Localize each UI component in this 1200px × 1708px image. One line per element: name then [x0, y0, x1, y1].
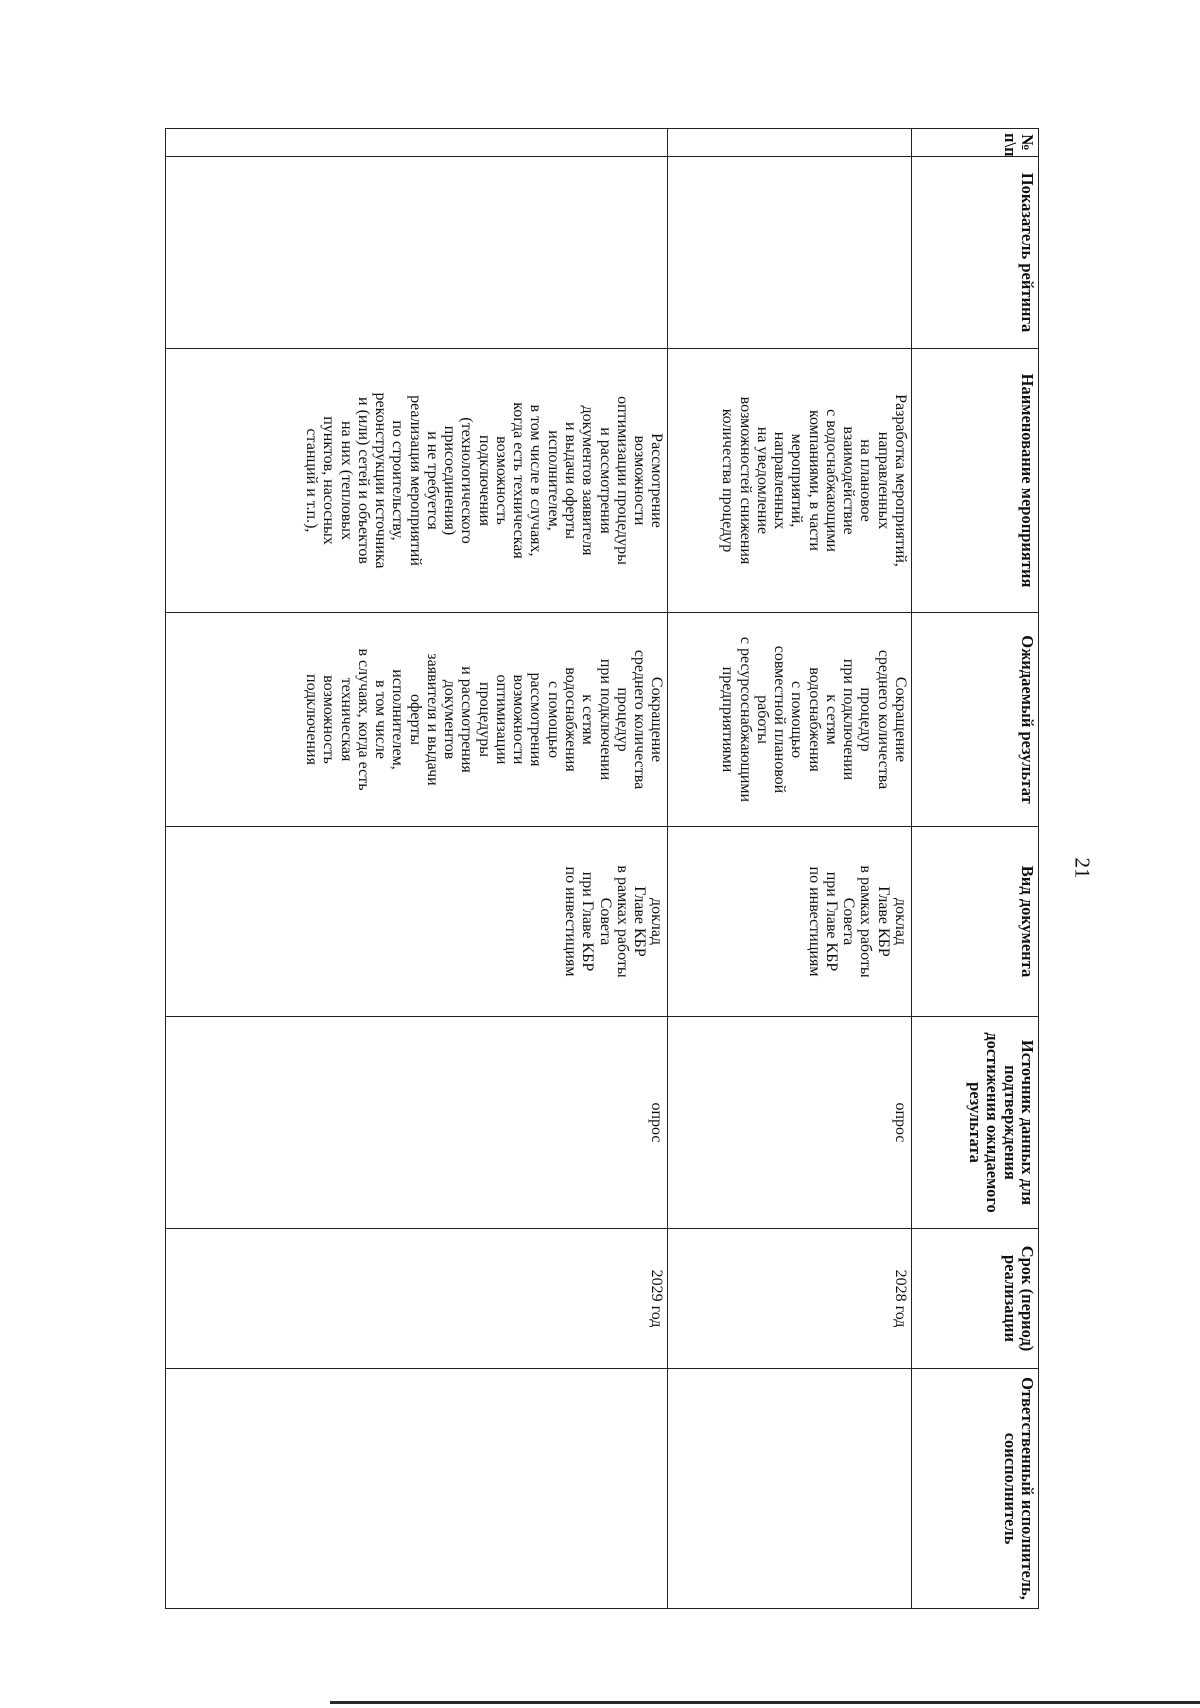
- cell-responsible: [166, 1369, 668, 1609]
- measures-table: [165, 128, 1039, 1609]
- header-document: Вид документа: [912, 827, 1039, 1017]
- cell-source: опрос: [668, 1017, 912, 1229]
- header-measure: Наименование мероприятия: [912, 349, 1039, 613]
- cell-result: Сокращение среднего количества процедур при подключении к сетям водоснабжения с помощью рассмотрения возможности оптимизации процедуры и рассмотрения документов заявителя и выдачи оферты исполнителем, в том числе в случаях, когда есть техническая возможность подключения: [166, 613, 668, 827]
- table-header-row: [912, 129, 1039, 1609]
- page-number: 21: [1070, 857, 1095, 879]
- cell-responsible: [668, 1369, 912, 1609]
- cell-document: доклад Главе КБР в рамках работы Совета при Главе КБР по инвестициям: [166, 827, 668, 1017]
- header-responsible: Ответственный исполнитель, соисполнитель: [912, 1369, 1039, 1609]
- header-indicator: Показатель рейтинга: [912, 157, 1039, 349]
- cell-number: [668, 129, 912, 157]
- cell-term: 2028 год: [668, 1229, 912, 1369]
- cell-measure: Разработка мероприятий, направленных на плановое взаимодействие с водоснабжающими компаниями, в части мероприятий, направленных на уведомление возможностей снижения количества процедур: [668, 349, 912, 613]
- measures-table-wrapper: [165, 128, 1039, 1608]
- cell-document: доклад Главе КБР в рамках работы Совета при Главе КБР по инвестициям: [668, 827, 912, 1017]
- cell-measure: Рассмотрение возможности оптимизации процедуры и рассмотрения документов заявителя и выдачи оферты исполнителем, в том числе в случаях, когда есть техническая возможность подключения (технологического присоединения) и не требуется реализация мероприятий по строительству, реконструкции источника и (или) сетей и объектов на них (тепловых пунктов, насосных станций и т.п.),: [166, 349, 668, 613]
- cell-indicator: [166, 157, 668, 349]
- header-source: Источник данных для подтверждения достижения ожидаемого результата: [912, 1017, 1039, 1229]
- cell-result: Сокращение среднего количества процедур при подключении к сетям водоснабжения с помощью совместной плановой работы с ресурсоснабжающими предприятиями: [668, 613, 912, 827]
- table-row: [166, 129, 668, 1609]
- cell-indicator: [668, 157, 912, 349]
- header-result: Ожидаемый результат: [912, 613, 1039, 827]
- cell-number: [166, 129, 668, 157]
- cell-source: опрос: [166, 1017, 668, 1229]
- scan-edge-line: [330, 1701, 1200, 1704]
- table-row: [668, 129, 912, 1609]
- header-number: № п\п: [912, 129, 1039, 157]
- header-term: Срок (период) реализации: [912, 1229, 1039, 1369]
- cell-term: 2029 год: [166, 1229, 668, 1369]
